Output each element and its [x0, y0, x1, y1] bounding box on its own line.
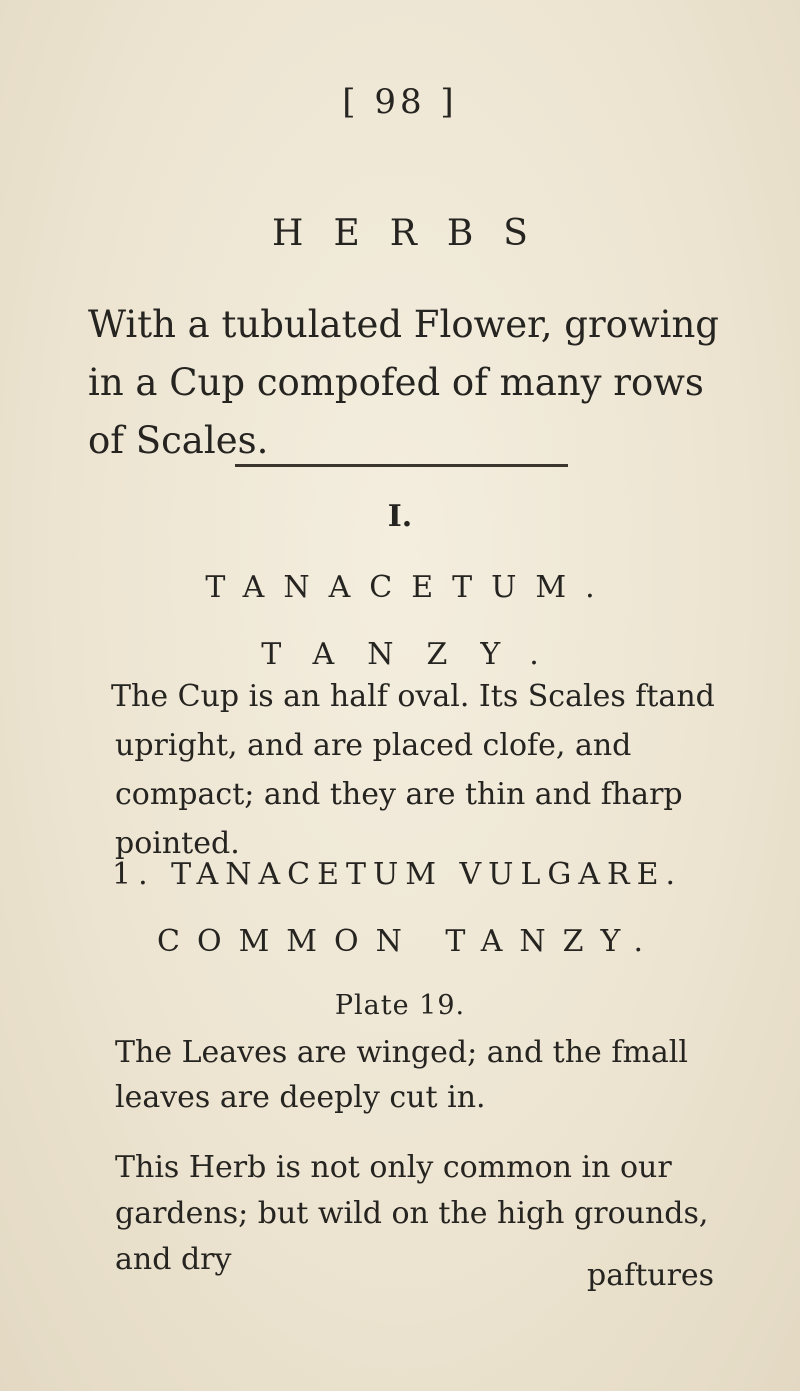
page-number: [ 98 ]	[342, 82, 458, 122]
catchword: paftures	[587, 1258, 715, 1293]
section-intro: With a tubulated Flower, growing in a Cup compofed of many rows of Scales.	[88, 303, 719, 462]
section-heading: HERBS	[272, 213, 558, 254]
genus-latin-name: TANACETUM.	[205, 570, 614, 605]
leaves-paragraph: The Leaves are winged; and the fmall leaves are deeply cut in.	[115, 1035, 688, 1115]
genus-description: The Cup is an half oval. Its Scales ftand upright, and are placed clofe, and compact; and they are thin and fharp pointed.	[111, 679, 715, 861]
plate-reference: Plate 19.	[334, 990, 466, 1021]
genus-english-name: TANZY.	[261, 637, 572, 672]
genus-numeral: I.	[387, 499, 413, 534]
divider-rule	[235, 464, 568, 467]
habitat-paragraph: This Herb is not only common in our gardens; but wild on the high grounds, and dry	[115, 1150, 709, 1277]
species-latin-name: 1. TANACETUM VULGARE.	[112, 857, 683, 892]
species-english-name: COMMON TANZY.	[157, 924, 660, 959]
